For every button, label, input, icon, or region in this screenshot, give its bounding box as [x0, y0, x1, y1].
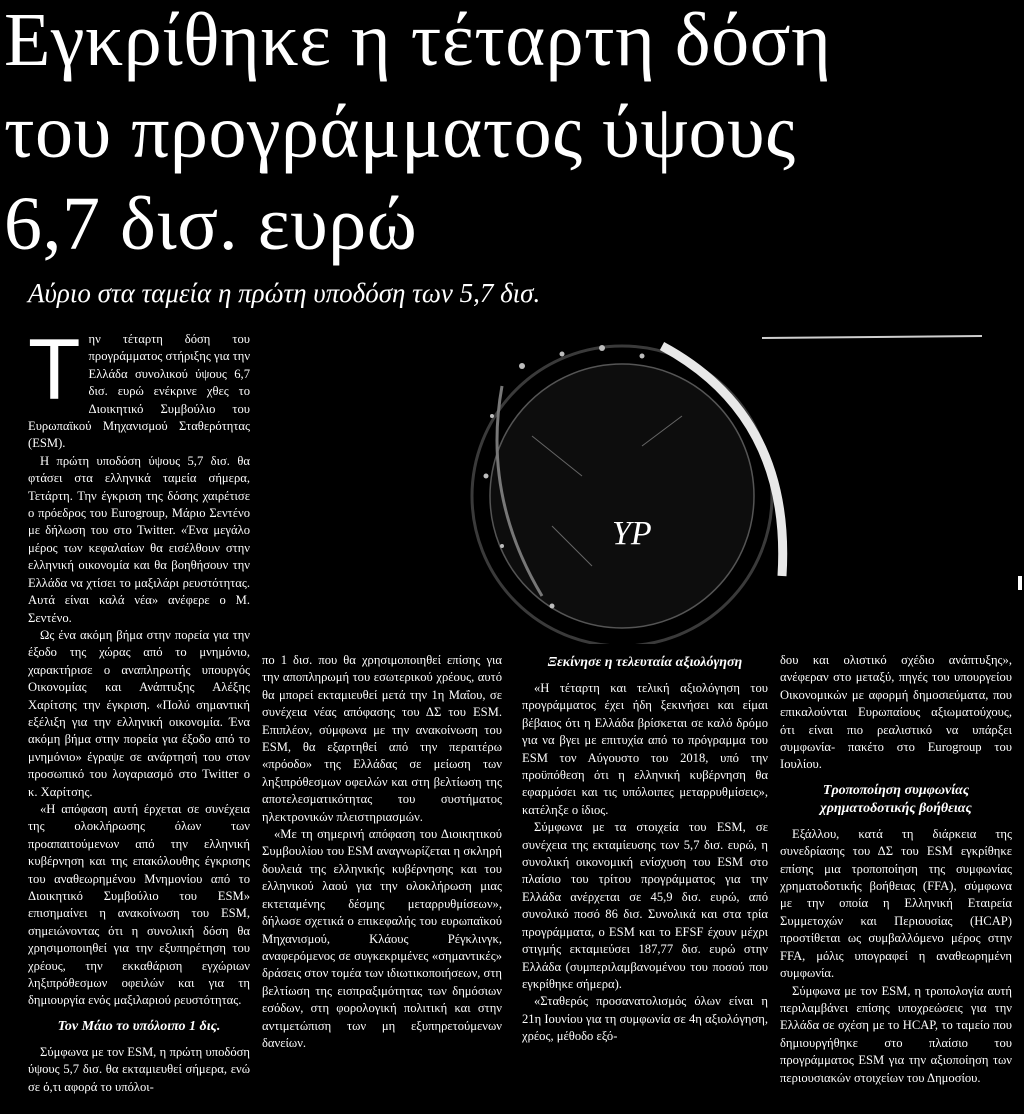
paragraph: «Η τέταρτη και τελική αξιολόγηση του προγράμματος έχει ήδη ξεκινήσει και είμαι βέβαιος ότι η Ελλάδα βρίσκεται σε καλό δρόμο για να βγει με επιτυχία από το πρόγραμμα του ESM τον Αύγουστο του 2018, υπό την προϋπόθεση ότι η ελληνική κυβέρνηση θα εφαρμόσει και τις υπόλοιπες μεταρρυθμίσεις», κατέληξε ο ίδιος. — [522, 681, 768, 817]
column-1 — [28, 322, 251, 1096]
paragraph: Σύμφωνα με τα στοιχεία του ESM, σε συνέχεια της εκταμίευσης των 5,7 δισ. ευρώ, η συνολική οικονομική ενίσχυση του ESM στο πλαίσιο του τρίτου προγράμματος για την Ελλάδα ανέρχεται σε 45,9 δισ. ευρώ, από συνολικό ποσό 86 δισ. Συνολικά και στα τρία προγράμματα, ο ESM και το EFSF έχουν μέχρι στιγμής εκταμιεύσει 187,77 δισ. ευρώ στην Ελλάδα (συμπεριλαμβανομένου του ποσού που εγκρίθηκε σήμερα). — [522, 820, 768, 991]
headline-line-3: 6,7 δισ. ευρώ — [4, 182, 418, 266]
photo-text: ΥΡ — [612, 515, 652, 552]
paragraph: «Σταθερός προσανατολισμός όλων είναι η 21η Ιουνίου για τη συμφωνία σε 4η αξιολόγηση, χρέος, μέθοδο εξό- — [522, 994, 768, 1044]
paragraph: «Η απόφαση αυτή έρχεται σε συνέχεια της ολοκλήρωσης όλων των προαπαιτούμενων από την ελληνική κυβέρνηση και της επακόλουθης έγκρισης του αναθεωρημένου Μνημονίου από το Διοικητικό Συμβούλιο του ESM» επισημαίνει η ανακοίνωση του ESM, σημειώνοντας ότι η συνολική δόση θα χρησιμοποιηθεί για την εξυπηρέτηση του χρέους, την εκκαθάριση εγχώριων ληξιπρόθεσμων οφειλών και για τη δημιουργία ενός μαξιλαριού ρευστότητας. — [28, 801, 250, 1008]
headline-line-2: του προγράμματος ύψους — [4, 90, 796, 174]
paragraph: Εξάλλου, κατά τη διάρκεια της συνεδρίασης του ΔΣ του ESM εγκρίθηκε επίσης μια τροποποίηση της συμφωνίας χρηματοδοτικής βοήθειας (FFA), σύμφωνα με την οποία η Ελληνική Εταιρεία Συμμετοχών και Περιουσίας (HCAP) προστίθεται ως συμβαλλόμενο μέρος στην FFA, μόλις υπογραφεί η αναθεωρημένη συμφωνία. — [780, 826, 1012, 981]
photo — [462, 326, 1024, 644]
column-2 — [262, 652, 502, 1052]
subtitle: Αύριο στα ταμεία η πρώτη υποδόση των 5,7 δισ. — [28, 278, 541, 308]
paragraph: πο 1 δισ. που θα χρησιμοποιηθεί επίσης για την αποπληρωμή του εσωτερικού χρέους, αυτό θα μπορεί εκταμιευθεί μετά την 1η Μαΐου, σε συνέχεια νέας απόφασης του ΔΣ του ESM. Επιπλέον, σύμφωνα με την ανακοίνωση του ESM, θα εξαρτηθεί από την περαιτέρω «πρόοδο» της Ελλάδας σε μείωση των ληξιπρόθεσμων οφειλών και στη βελτίωση της αποτελεσματικότητας του συστήματος ηλεκτρονικών πλειστηριασμών. — [262, 653, 502, 824]
section-heading: Ξεκίνησε η τελευταία αξιολόγηση — [547, 655, 743, 670]
column-3 — [522, 652, 768, 1046]
column-4 — [780, 652, 1012, 1087]
paragraph: ην τέταρτη δόση του προγράμματος στήριξης για την Ελλάδα συνολικού ύψους 6,7 δισ. ευρώ ενέκρινε χθες το Διοικητικό Συμβούλιο του Ευρωπαϊκού Μηχανισμού Σταθερότητας (ESM). — [28, 332, 251, 451]
headline — [4, 0, 1014, 270]
paragraph: δου και ολιστικό σχέδιο ανάπτυξης», ανέφεραν στο μεταξύ, πηγές του υπουργείου Οικονομικών με αφορμή δημοσιεύματα, που επικαλούνται Ευρωπαίους αξιωματούχους, ότι είναι πιο ρεαλιστικό να υπάρξει συμφωνία- πακέτο στο Eurogroup του Ιουλίου. — [780, 653, 1012, 772]
paragraph: Ως ένα ακόμη βήμα στην πορεία για την έξοδο της χώρας από το μνημόνιο, χαρακτήρισε ο αναπληρωτής υπουργός Οικονομίας και Ανάπτυξης Αλέξης Χαρίτσης την έγκριση. «Πολύ σημαντική εξέλιξη για την ελληνική οικονομία. Ένα ακόμη βήμα στην πορεία για έξοδο από το μνημόνιο» έγραψε σε ανάρτησή του στον προσωπικό του λογαριασμό στο Twitter ο κ. Χαρίτσης. — [28, 627, 250, 799]
section-heading: Τροποποίηση συμφωνίας χρηματοδοτικής βοήθειας — [820, 782, 972, 816]
drop-cap: Τ — [28, 322, 81, 418]
photo-graphic — [462, 326, 1024, 644]
paragraph: Σύμφωνα με τον ESM, η τροπολογία αυτή περιλαμβάνει επίσης υποχρεώσεις για την Ελλάδα σε σχέση με το HCAP, το ταμείο που δημιουργήθηκε στο πλαίσιο του προγράμματος ESM για την αξιοποίηση των περιουσιακών στοιχείων του Δημοσίου. — [780, 983, 1012, 1085]
paragraph: Η πρώτη υποδόση ύψους 5,7 δισ. θα φτάσει στα ελληνικά ταμεία σήμερα, Τετάρτη. Την έγκριση της δόσης χαιρέτισε ο πρόεδρος του Eurogroup, Μάριο Σεντένο με δήλωση του στο Twitter. «Ένα μεγάλο μέρος των κεφαλαίων θα εισέλθουν στην ελληνική οικονομία και θα βοηθήσουν την Ελλάδα να χτίσει το μαξιλάρι ρευστότητας. Αυτά είναι καλά νέα» ανέφερε ο Μ. Σεντένο. — [28, 453, 250, 625]
paragraph: «Με τη σημερινή απόφαση του Διοικητικού Συμβουλίου του ESM αναγνωρίζεται η σκληρή δουλειά της ελληνικής κυβέρνησης και του ελληνικού λαού για την ολοκλήρωση μιας εκτεταμένης δέσμης μεταρρυθμίσεων», δήλωσε σχετικά ο επικεφαλής του ευρωπαϊκού Μηχανισμού, Κλάους Ρέγκλινγκ, αναφερόμενος σε συγκεκριμένες «σημαντικές» δράσεις στον τομέα των ιδιωτικοποιήσεων, στη βελτίωση της εισπραξιμότητας των δημόσιων εσόδων, στη φορολογική πολιτική και στην αντιμετώπιση των μη εξυπηρετούμενων δανείων. — [262, 827, 502, 1050]
headline-line-1: Εγκρίθηκε η τέταρτη δόση — [4, 0, 832, 82]
section-heading: Τον Μάιο το υπόλοιπο 1 δις. — [57, 1018, 221, 1034]
paragraph: Σύμφωνα με τον ESM, η πρώτη υποδόση ύψους 5,7 δισ. θα εκταμιευθεί σήμερα, ενώ σε ό,τι αφορά το υπόλοι- — [28, 1044, 250, 1094]
